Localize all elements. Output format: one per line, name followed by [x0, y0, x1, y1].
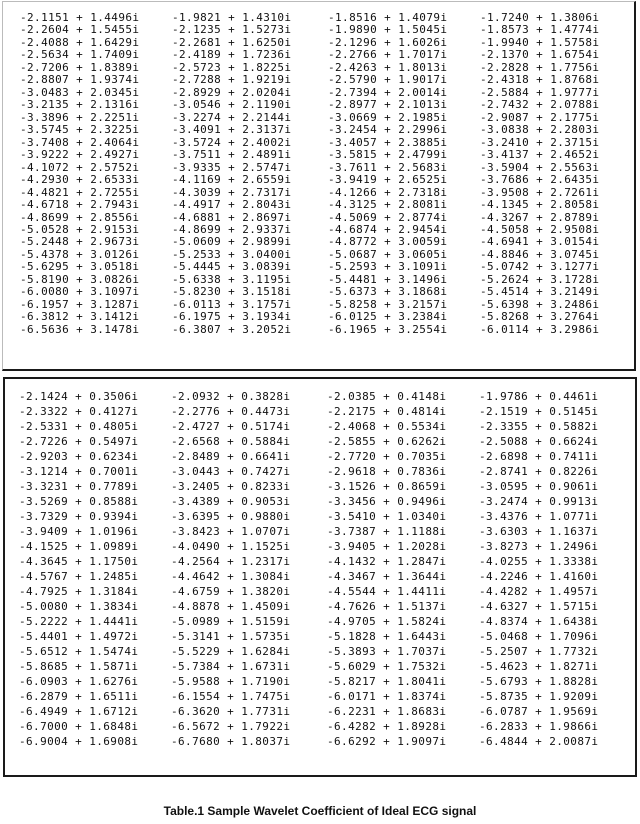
coefficient-cell: -2.4088 + 1.6429i: [20, 36, 140, 49]
coefficient-cell: -4.2930 + 2.6533i: [20, 174, 140, 187]
coefficient-cell: -4.3267 + 2.8789i: [480, 211, 600, 224]
coefficient-cell: -3.6303 + 1.1637i: [479, 525, 599, 539]
coefficient-cell: -5.6512 + 1.5474i: [19, 645, 139, 659]
coefficient-cell: -5.2593 + 3.1091i: [328, 261, 448, 274]
coefficient-cell: -4.8699 + 2.8556i: [20, 211, 140, 224]
coefficient-cell: -3.5815 + 2.4799i: [328, 149, 448, 162]
coefficient-cell: -6.6292 + 1.9097i: [327, 735, 447, 749]
coefficient-cell: -3.5410 + 1.0340i: [327, 510, 447, 524]
coefficient-cell: -2.1296 + 1.6026i: [328, 36, 448, 49]
coefficient-cell: -4.5069 + 2.8774i: [328, 211, 448, 224]
coefficient-cell: -5.8268 + 3.2764i: [480, 311, 600, 324]
coefficient-cell: -3.2454 + 2.2996i: [328, 124, 448, 137]
coefficient-cell: -6.3620 + 1.7731i: [171, 705, 291, 719]
coefficient-cell: -4.4917 + 2.8043i: [172, 199, 292, 212]
coefficient-cell: -5.4514 + 3.2149i: [480, 286, 600, 299]
coefficient-cell: -4.5058 + 2.9508i: [480, 223, 600, 236]
coefficient-cell: -2.7720 + 0.7035i: [327, 450, 447, 464]
coefficient-cell: -2.5884 + 1.9777i: [480, 86, 600, 99]
coefficient-cell: -5.2222 + 1.4441i: [19, 615, 139, 629]
coefficient-cell: -5.7384 + 1.6731i: [171, 660, 291, 674]
coefficient-cell: -2.4068 + 0.5534i: [327, 420, 447, 434]
coefficient-cell: -4.4642 + 1.3084i: [171, 570, 291, 584]
coefficient-cell: -4.0490 + 1.1525i: [171, 540, 291, 554]
coefficient-cell: -2.1151 + 1.4496i: [20, 12, 140, 24]
coefficient-cell: -6.3812 + 3.1412i: [20, 311, 140, 324]
coefficient-cell: -2.4727 + 0.5174i: [171, 420, 291, 434]
coefficient-cell: -3.2274 + 2.2144i: [172, 111, 292, 124]
coefficient-cell: -2.2604 + 1.5455i: [20, 24, 140, 37]
coefficient-cell: -2.2776 + 0.4473i: [171, 405, 291, 419]
coefficient-cell: -4.9705 + 1.5824i: [327, 615, 447, 629]
coefficient-cell: -2.1424 + 0.3506i: [19, 390, 139, 403]
coefficient-cell: -4.3645 + 1.1750i: [19, 555, 139, 569]
coefficient-cell: -2.5790 + 1.9017i: [328, 74, 448, 87]
coefficient-cell: -3.4091 + 2.3137i: [172, 124, 292, 137]
coefficient-cell: -6.1965 + 3.2554i: [328, 323, 448, 336]
coefficient-cell: -2.0932 + 0.3828i: [171, 390, 291, 403]
coefficient-cell: -2.5723 + 1.8225i: [172, 61, 292, 74]
coefficient-cell: -2.5855 + 0.6262i: [327, 435, 447, 449]
coefficient-cell: -3.7511 + 2.4891i: [172, 149, 292, 162]
coefficient-cell: -5.0742 + 3.1277i: [480, 261, 600, 274]
coefficient-cell: -4.8878 + 1.4509i: [171, 600, 291, 614]
coefficient-table-panel-1: [2, 1, 636, 371]
coefficient-cell: -5.2448 + 2.9673i: [20, 236, 140, 249]
coefficient-cell: -5.4481 + 3.1496i: [328, 273, 448, 286]
coefficient-cell: -5.8217 + 1.8041i: [327, 675, 447, 689]
coefficient-cell: -4.0255 + 1.3338i: [479, 555, 599, 569]
coefficient-cell: -5.0609 + 2.9899i: [172, 236, 292, 249]
coefficient-cell: -4.8374 + 1.6438i: [479, 615, 599, 629]
coefficient-cell: -4.8772 + 3.0059i: [328, 236, 448, 249]
coefficient-cell: -4.6759 + 1.3820i: [171, 585, 291, 599]
coefficient-cell: -5.6295 + 3.0518i: [20, 261, 140, 274]
coefficient-cell: -3.4389 + 0.9053i: [171, 495, 291, 509]
coefficient-cell: -3.4376 + 1.0771i: [479, 510, 599, 524]
coefficient-cell: -2.5634 + 1.7409i: [20, 49, 140, 62]
coefficient-cell: -3.0443 + 0.7427i: [171, 465, 291, 479]
coefficient-cell: -3.1526 + 0.8659i: [327, 480, 447, 494]
coefficient-cell: -3.9222 + 2.4927i: [20, 149, 140, 162]
coefficient-cell: -6.0787 + 1.9569i: [479, 705, 599, 719]
coefficient-cell: -5.8230 + 3.1518i: [172, 286, 292, 299]
coefficient-cell: -1.9940 + 1.5758i: [480, 36, 600, 49]
coefficient-table-2: [19, 389, 631, 749]
coefficient-cell: -2.7432 + 2.0788i: [480, 99, 600, 112]
coefficient-cell: -4.6941 + 3.0154i: [480, 236, 600, 249]
coefficient-cell: -6.1957 + 3.1287i: [20, 298, 140, 311]
coefficient-cell: -2.5331 + 0.4805i: [19, 420, 139, 434]
coefficient-cell: -5.8685 + 1.5871i: [19, 660, 139, 674]
table-caption: Table.1 Sample Wavelet Coefficient of Ideal ECG signal: [163, 804, 477, 818]
coefficient-cell: -2.2175 + 0.4814i: [327, 405, 447, 419]
coefficient-cell: -5.2507 + 1.7732i: [479, 645, 599, 659]
coefficient-cell: -5.6338 + 3.1195i: [172, 273, 292, 286]
coefficient-cell: -2.8807 + 1.9374i: [20, 74, 140, 87]
coefficient-cell: -3.3456 + 0.9496i: [327, 495, 447, 509]
coefficient-cell: -6.1554 + 1.7475i: [171, 690, 291, 704]
coefficient-cell: -4.6327 + 1.5715i: [479, 600, 599, 614]
coefficient-cell: -4.6718 + 2.7943i: [20, 199, 140, 212]
coefficient-cell: -4.4282 + 1.4957i: [479, 585, 599, 599]
coefficient-cell: -3.7387 + 1.1188i: [327, 525, 447, 539]
coefficient-cell: -3.6395 + 0.9880i: [171, 510, 291, 524]
coefficient-cell: -4.1525 + 1.0989i: [19, 540, 139, 554]
coefficient-cell: -4.7626 + 1.5137i: [327, 600, 447, 614]
coefficient-cell: -3.3896 + 2.2251i: [20, 111, 140, 124]
coefficient-cell: -3.7611 + 2.5683i: [328, 161, 448, 174]
coefficient-cell: -6.0080 + 3.1097i: [20, 286, 140, 299]
coefficient-cell: -3.5269 + 0.8588i: [19, 495, 139, 509]
coefficient-cell: -6.7000 + 1.6848i: [19, 720, 139, 734]
coefficient-cell: -3.2135 + 2.1316i: [20, 99, 140, 112]
coefficient-cell: -5.3893 + 1.7037i: [327, 645, 447, 659]
coefficient-cell: -5.0687 + 3.0605i: [328, 248, 448, 261]
coefficient-cell: -3.8273 + 1.2496i: [479, 540, 599, 554]
coefficient-cell: -6.5672 + 1.7922i: [171, 720, 291, 734]
coefficient-cell: -4.8846 + 3.0745i: [480, 248, 600, 261]
coefficient-cell: -3.7408 + 2.4064i: [20, 136, 140, 149]
coefficient-cell: -5.6029 + 1.7532i: [327, 660, 447, 674]
coefficient-cell: -3.2474 + 0.9913i: [479, 495, 599, 509]
coefficient-cell: -2.8741 + 0.8226i: [479, 465, 599, 479]
coefficient-cell: -2.1235 + 1.5273i: [172, 24, 292, 37]
coefficient-cell: -5.3141 + 1.5735i: [171, 630, 291, 644]
coefficient-cell: -6.2231 + 1.8683i: [327, 705, 447, 719]
coefficient-cell: -4.3467 + 1.3644i: [327, 570, 447, 584]
coefficient-cell: -6.0125 + 3.2384i: [328, 311, 448, 324]
coefficient-cell: -3.5745 + 2.3225i: [20, 124, 140, 137]
coefficient-cell: -2.7226 + 0.5497i: [19, 435, 139, 449]
coefficient-cell: -6.0113 + 3.1757i: [172, 298, 292, 311]
coefficient-cell: -4.1432 + 1.2847i: [327, 555, 447, 569]
coefficient-cell: -5.6373 + 3.1868i: [328, 286, 448, 299]
coefficient-cell: -2.2766 + 1.7017i: [328, 49, 448, 62]
coefficient-cell: -2.4263 + 1.8013i: [328, 61, 448, 74]
coefficient-cell: -3.0546 + 2.1190i: [172, 99, 292, 112]
coefficient-cell: -2.3322 + 0.4127i: [19, 405, 139, 419]
coefficient-cell: -4.7925 + 1.3184i: [19, 585, 139, 599]
coefficient-cell: -5.6398 + 3.2486i: [480, 298, 600, 311]
coefficient-cell: -2.7206 + 1.8389i: [20, 61, 140, 74]
coefficient-cell: -6.1975 + 3.1934i: [172, 311, 292, 324]
coefficient-cell: -2.4318 + 1.8768i: [480, 74, 600, 87]
coefficient-cell: -6.9004 + 1.6908i: [19, 735, 139, 749]
coefficient-cell: -5.4445 + 3.0839i: [172, 261, 292, 274]
coefficient-cell: -2.6568 + 0.5884i: [171, 435, 291, 449]
coefficient-cell: -3.2405 + 0.8233i: [171, 480, 291, 494]
coefficient-cell: -3.5724 + 2.4002i: [172, 136, 292, 149]
coefficient-cell: -5.1828 + 1.6443i: [327, 630, 447, 644]
coefficient-cell: -6.0171 + 1.8374i: [327, 690, 447, 704]
coefficient-cell: -3.0669 + 2.1985i: [328, 111, 448, 124]
coefficient-cell: -6.7680 + 1.8037i: [171, 735, 291, 749]
coefficient-cell: -4.2564 + 1.2317i: [171, 555, 291, 569]
coefficient-cell: -3.8423 + 1.0707i: [171, 525, 291, 539]
coefficient-cell: -6.4282 + 1.8928i: [327, 720, 447, 734]
coefficient-cell: -3.0483 + 2.0345i: [20, 86, 140, 99]
coefficient-cell: -3.1214 + 0.7001i: [19, 465, 139, 479]
coefficient-cell: -4.6881 + 2.8697i: [172, 211, 292, 224]
coefficient-cell: -4.2246 + 1.4160i: [479, 570, 599, 584]
coefficient-cell: -3.9419 + 2.6525i: [328, 174, 448, 187]
coefficient-cell: -3.9409 + 1.0196i: [19, 525, 139, 539]
coefficient-cell: -2.1370 + 1.6754i: [480, 49, 600, 62]
coefficient-cell: -5.5229 + 1.6284i: [171, 645, 291, 659]
coefficient-cell: -5.0468 + 1.7096i: [479, 630, 599, 644]
coefficient-cell: -5.9588 + 1.7190i: [171, 675, 291, 689]
coefficient-cell: -3.3231 + 0.7789i: [19, 480, 139, 494]
coefficient-cell: -2.9203 + 0.6234i: [19, 450, 139, 464]
coefficient-cell: -2.0385 + 0.4148i: [327, 390, 447, 403]
coefficient-cell: -4.1266 + 2.7318i: [328, 186, 448, 199]
coefficient-cell: -2.8489 + 0.6641i: [171, 450, 291, 464]
coefficient-cell: -1.8516 + 1.4079i: [328, 12, 448, 24]
coefficient-cell: -5.8735 + 1.9209i: [479, 690, 599, 704]
coefficient-cell: -6.4844 + 2.0087i: [479, 735, 599, 749]
coefficient-cell: -3.9335 + 2.5747i: [172, 161, 292, 174]
coefficient-cell: -5.2624 + 3.1728i: [480, 273, 600, 286]
coefficient-cell: -1.9890 + 1.5045i: [328, 24, 448, 37]
coefficient-cell: -2.3355 + 0.5882i: [479, 420, 599, 434]
coefficient-cell: -5.0528 + 2.9153i: [20, 223, 140, 236]
coefficient-cell: -5.4401 + 1.4972i: [19, 630, 139, 644]
coefficient-cell: -4.1345 + 2.8058i: [480, 199, 600, 212]
coefficient-cell: -6.2833 + 1.9866i: [479, 720, 599, 734]
coefficient-cell: -6.0114 + 3.2986i: [480, 323, 600, 336]
coefficient-cell: -2.5088 + 0.6624i: [479, 435, 599, 449]
coefficient-cell: -4.1169 + 2.6559i: [172, 174, 292, 187]
coefficient-cell: -6.2879 + 1.6511i: [19, 690, 139, 704]
coefficient-cell: -4.5544 + 1.4411i: [327, 585, 447, 599]
coefficient-cell: -3.0595 + 0.9061i: [479, 480, 599, 494]
coefficient-cell: -2.2681 + 1.6250i: [172, 36, 292, 49]
coefficient-cell: -2.2828 + 1.7756i: [480, 61, 600, 74]
coefficient-cell: -2.9618 + 0.7836i: [327, 465, 447, 479]
coefficient-cell: -4.3125 + 2.8081i: [328, 199, 448, 212]
coefficient-cell: -1.8573 + 1.4774i: [480, 24, 600, 37]
coefficient-cell: -3.5904 + 2.5563i: [480, 161, 600, 174]
coefficient-cell: -4.4821 + 2.7255i: [20, 186, 140, 199]
coefficient-cell: -3.7329 + 0.9394i: [19, 510, 139, 524]
coefficient-table-panel-2: [3, 377, 637, 777]
coefficient-cell: -3.4137 + 2.4652i: [480, 149, 600, 162]
coefficient-cell: -5.2533 + 3.0400i: [172, 248, 292, 261]
coefficient-cell: -4.6874 + 2.9454i: [328, 223, 448, 236]
coefficient-cell: -2.4189 + 1.7236i: [172, 49, 292, 62]
coefficient-cell: -1.9786 + 0.4461i: [479, 390, 599, 403]
coefficient-cell: -5.8258 + 3.2157i: [328, 298, 448, 311]
coefficient-cell: -6.4949 + 1.6712i: [19, 705, 139, 719]
coefficient-cell: -2.6898 + 0.7411i: [479, 450, 599, 464]
coefficient-cell: -2.1519 + 0.5145i: [479, 405, 599, 419]
coefficient-cell: -5.6793 + 1.8828i: [479, 675, 599, 689]
coefficient-cell: -6.5636 + 3.1478i: [20, 323, 140, 336]
coefficient-cell: -5.0080 + 1.3834i: [19, 600, 139, 614]
coefficient-cell: -4.8699 + 2.9337i: [172, 223, 292, 236]
coefficient-cell: -2.8929 + 2.0204i: [172, 86, 292, 99]
coefficient-table-1: [20, 12, 632, 336]
coefficient-cell: -3.4057 + 2.3885i: [328, 136, 448, 149]
coefficient-cell: -2.8977 + 2.1013i: [328, 99, 448, 112]
coefficient-cell: -3.0838 + 2.2803i: [480, 124, 600, 137]
coefficient-cell: -1.9821 + 1.4310i: [172, 12, 292, 24]
coefficient-cell: -2.7288 + 1.9219i: [172, 74, 292, 87]
coefficient-cell: -1.7240 + 1.3806i: [480, 12, 600, 24]
coefficient-cell: -5.4623 + 1.8271i: [479, 660, 599, 674]
coefficient-cell: -5.8190 + 3.0826i: [20, 273, 140, 286]
coefficient-cell: -5.4378 + 3.0126i: [20, 248, 140, 261]
coefficient-cell: -6.0903 + 1.6276i: [19, 675, 139, 689]
coefficient-cell: -3.7686 + 2.6435i: [480, 174, 600, 187]
coefficient-cell: -5.0989 + 1.5159i: [171, 615, 291, 629]
coefficient-cell: -4.3039 + 2.7317i: [172, 186, 292, 199]
coefficient-cell: -6.3807 + 3.2052i: [172, 323, 292, 336]
coefficient-cell: -3.9405 + 1.2028i: [327, 540, 447, 554]
coefficient-cell: -2.9087 + 2.1775i: [480, 111, 600, 124]
coefficient-cell: -4.1072 + 2.5752i: [20, 161, 140, 174]
coefficient-cell: -2.7394 + 2.0014i: [328, 86, 448, 99]
coefficient-cell: -3.2410 + 2.3715i: [480, 136, 600, 149]
coefficient-cell: -4.5767 + 1.2485i: [19, 570, 139, 584]
coefficient-cell: -3.9508 + 2.7261i: [480, 186, 600, 199]
